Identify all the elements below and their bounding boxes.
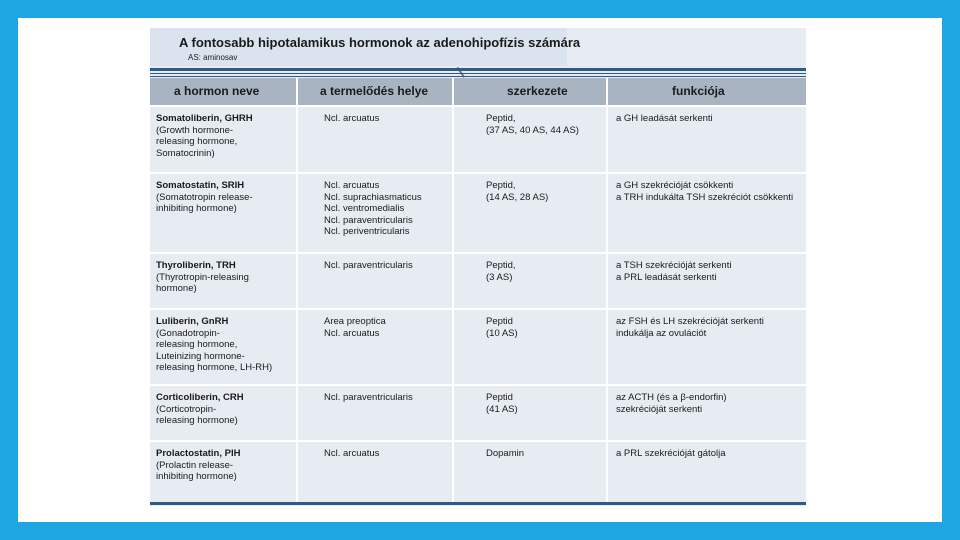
header-function: funkciója: [672, 84, 725, 98]
cell-line: Peptid: [486, 316, 513, 327]
column-divider: [606, 310, 608, 384]
cell-line: (Gonadotropin-: [156, 327, 220, 339]
header-divider: [452, 78, 454, 105]
cell-line: Peptid,: [486, 180, 516, 191]
cell-line: (3 AS): [486, 271, 513, 283]
scanned-table-document: [150, 28, 806, 506]
cell-line: Ncl. periventricularis: [324, 226, 410, 237]
cell-line: inhibiting hormone): [156, 471, 237, 482]
structure-cell: [486, 448, 596, 460]
hormone-name-cell: [156, 316, 296, 374]
cell-line: Peptid: [486, 392, 513, 403]
cell-line: Ncl. ventromedialis: [324, 203, 405, 214]
cell-line: a TRH indukálta TSH szekréciót csökkenti: [616, 191, 794, 203]
table-row: [150, 172, 806, 252]
document-title: A fontosabb hipotalamikus hormonok az adenohipofízis számára: [179, 35, 581, 50]
production-site-cell: [324, 316, 472, 339]
production-site-cell: [324, 448, 472, 460]
hormone-name-cell: [156, 260, 296, 295]
cell-line: a PRL leadását serkenti: [616, 271, 717, 283]
cell-line: Ncl. arcuatus: [324, 327, 380, 339]
column-divider: [296, 442, 298, 502]
cell-line: szekrécióját serkenti: [616, 403, 703, 415]
cell-line: Dopamin: [486, 448, 525, 459]
cell-line: releasing hormone,: [156, 136, 238, 147]
top-rule-thin: [150, 73, 806, 74]
cell-line: Somatocrinin): [156, 147, 215, 159]
cell-line: (10 AS): [486, 327, 518, 339]
cell-line: Ncl. arcuatus: [324, 180, 380, 191]
header-divider: [606, 78, 608, 105]
structure-cell: [486, 113, 596, 136]
production-site-cell: [324, 392, 472, 404]
cell-line: (Prolactin release-: [156, 459, 234, 471]
hormone-name: Somatostatin, SRIH: [156, 180, 245, 191]
cell-line: Area preoptica: [324, 316, 386, 327]
cell-line: a PRL szekrécióját gátolja: [616, 448, 726, 459]
cell-line: Ncl. arcuatus: [324, 113, 380, 124]
table-row: [150, 440, 806, 502]
cell-line: (41 AS): [486, 403, 518, 415]
column-divider: [606, 107, 608, 172]
cell-line: Peptid,: [486, 113, 516, 124]
cell-line: Luteinizing hormone-: [156, 350, 245, 362]
function-cell: [616, 113, 804, 125]
function-cell: [616, 392, 804, 415]
production-site-cell: [324, 260, 472, 272]
cell-line: Ncl. paraventricularis: [324, 392, 413, 403]
column-divider: [296, 174, 298, 252]
column-divider: [296, 107, 298, 172]
column-divider: [296, 386, 298, 440]
table-row: [150, 384, 806, 440]
structure-cell: [486, 392, 596, 415]
table-row: [150, 105, 806, 172]
cell-line: (37 AS, 40 AS, 44 AS): [486, 124, 579, 136]
cell-line: releasing hormone, LH-RH): [156, 362, 273, 373]
structure-cell: [486, 180, 596, 203]
cell-line: Ncl. paraventricularis: [324, 260, 413, 271]
cell-line: Ncl. arcuatus: [324, 448, 380, 459]
function-cell: [616, 448, 804, 460]
function-cell: [616, 260, 804, 283]
hormone-name: Thyroliberin, TRH: [156, 260, 236, 271]
cell-line: (14 AS, 28 AS): [486, 191, 549, 203]
hormone-name-cell: [156, 392, 296, 427]
production-site-cell: [324, 113, 472, 125]
cell-line: (Thyrotropin-releasing: [156, 271, 249, 283]
top-rule: [150, 68, 806, 71]
cell-line: indukálja az ovulációt: [616, 327, 707, 339]
hormone-name-cell: [156, 113, 296, 159]
cell-line: Ncl. suprachiasmaticus: [324, 191, 422, 203]
cell-line: hormone): [156, 283, 197, 294]
document-subtitle: AS: aminosav: [188, 53, 238, 62]
cell-line: releasing hormone,: [156, 339, 238, 350]
column-divider: [296, 310, 298, 384]
production-site-cell: [324, 180, 472, 238]
cell-line: (Corticotropin-: [156, 403, 217, 415]
column-divider: [606, 254, 608, 308]
structure-cell: [486, 316, 596, 339]
column-divider: [606, 174, 608, 252]
cell-line: Peptid,: [486, 260, 516, 271]
column-divider: [606, 442, 608, 502]
hormone-name: Corticoliberin, CRH: [156, 392, 244, 403]
cell-line: (Somatotropin release-: [156, 191, 253, 203]
column-divider: [606, 386, 608, 440]
cell-line: az FSH és LH szekrécióját serkenti: [616, 316, 764, 327]
cell-line: releasing hormone): [156, 415, 238, 426]
cell-line: (Growth hormone-: [156, 124, 234, 136]
table-header: [150, 78, 806, 105]
bottom-rule: [150, 502, 806, 505]
table-row: [150, 252, 806, 308]
header-divider: [296, 78, 298, 105]
hormone-name-cell: [156, 180, 296, 215]
table-row: [150, 308, 806, 384]
function-cell: [616, 316, 804, 339]
hormone-name: Luliberin, GnRH: [156, 316, 229, 327]
title-box: [150, 28, 581, 66]
top-rule-thin-2: [150, 76, 806, 77]
cell-line: az ACTH (és a β-endorfin): [616, 392, 727, 403]
cell-line: a TSH szekrécióját serkenti: [616, 260, 732, 271]
cell-line: a GH leadását serkenti: [616, 113, 713, 124]
structure-cell: [486, 260, 596, 283]
cell-line: a GH szekrécióját csökkenti: [616, 180, 734, 191]
hormone-name-cell: [156, 448, 296, 483]
column-divider: [296, 254, 298, 308]
hormone-name: Prolactostatin, PIH: [156, 448, 241, 459]
header-hormone-name: a hormon neve: [174, 84, 260, 98]
header-production-site: a termelődés helye: [320, 84, 429, 98]
function-cell: [616, 180, 804, 203]
cell-line: Ncl. paraventricularis: [324, 214, 413, 226]
hormone-name: Somatoliberin, GHRH: [156, 113, 253, 124]
cell-line: inhibiting hormone): [156, 203, 237, 214]
header-structure: szerkezete: [507, 84, 568, 98]
